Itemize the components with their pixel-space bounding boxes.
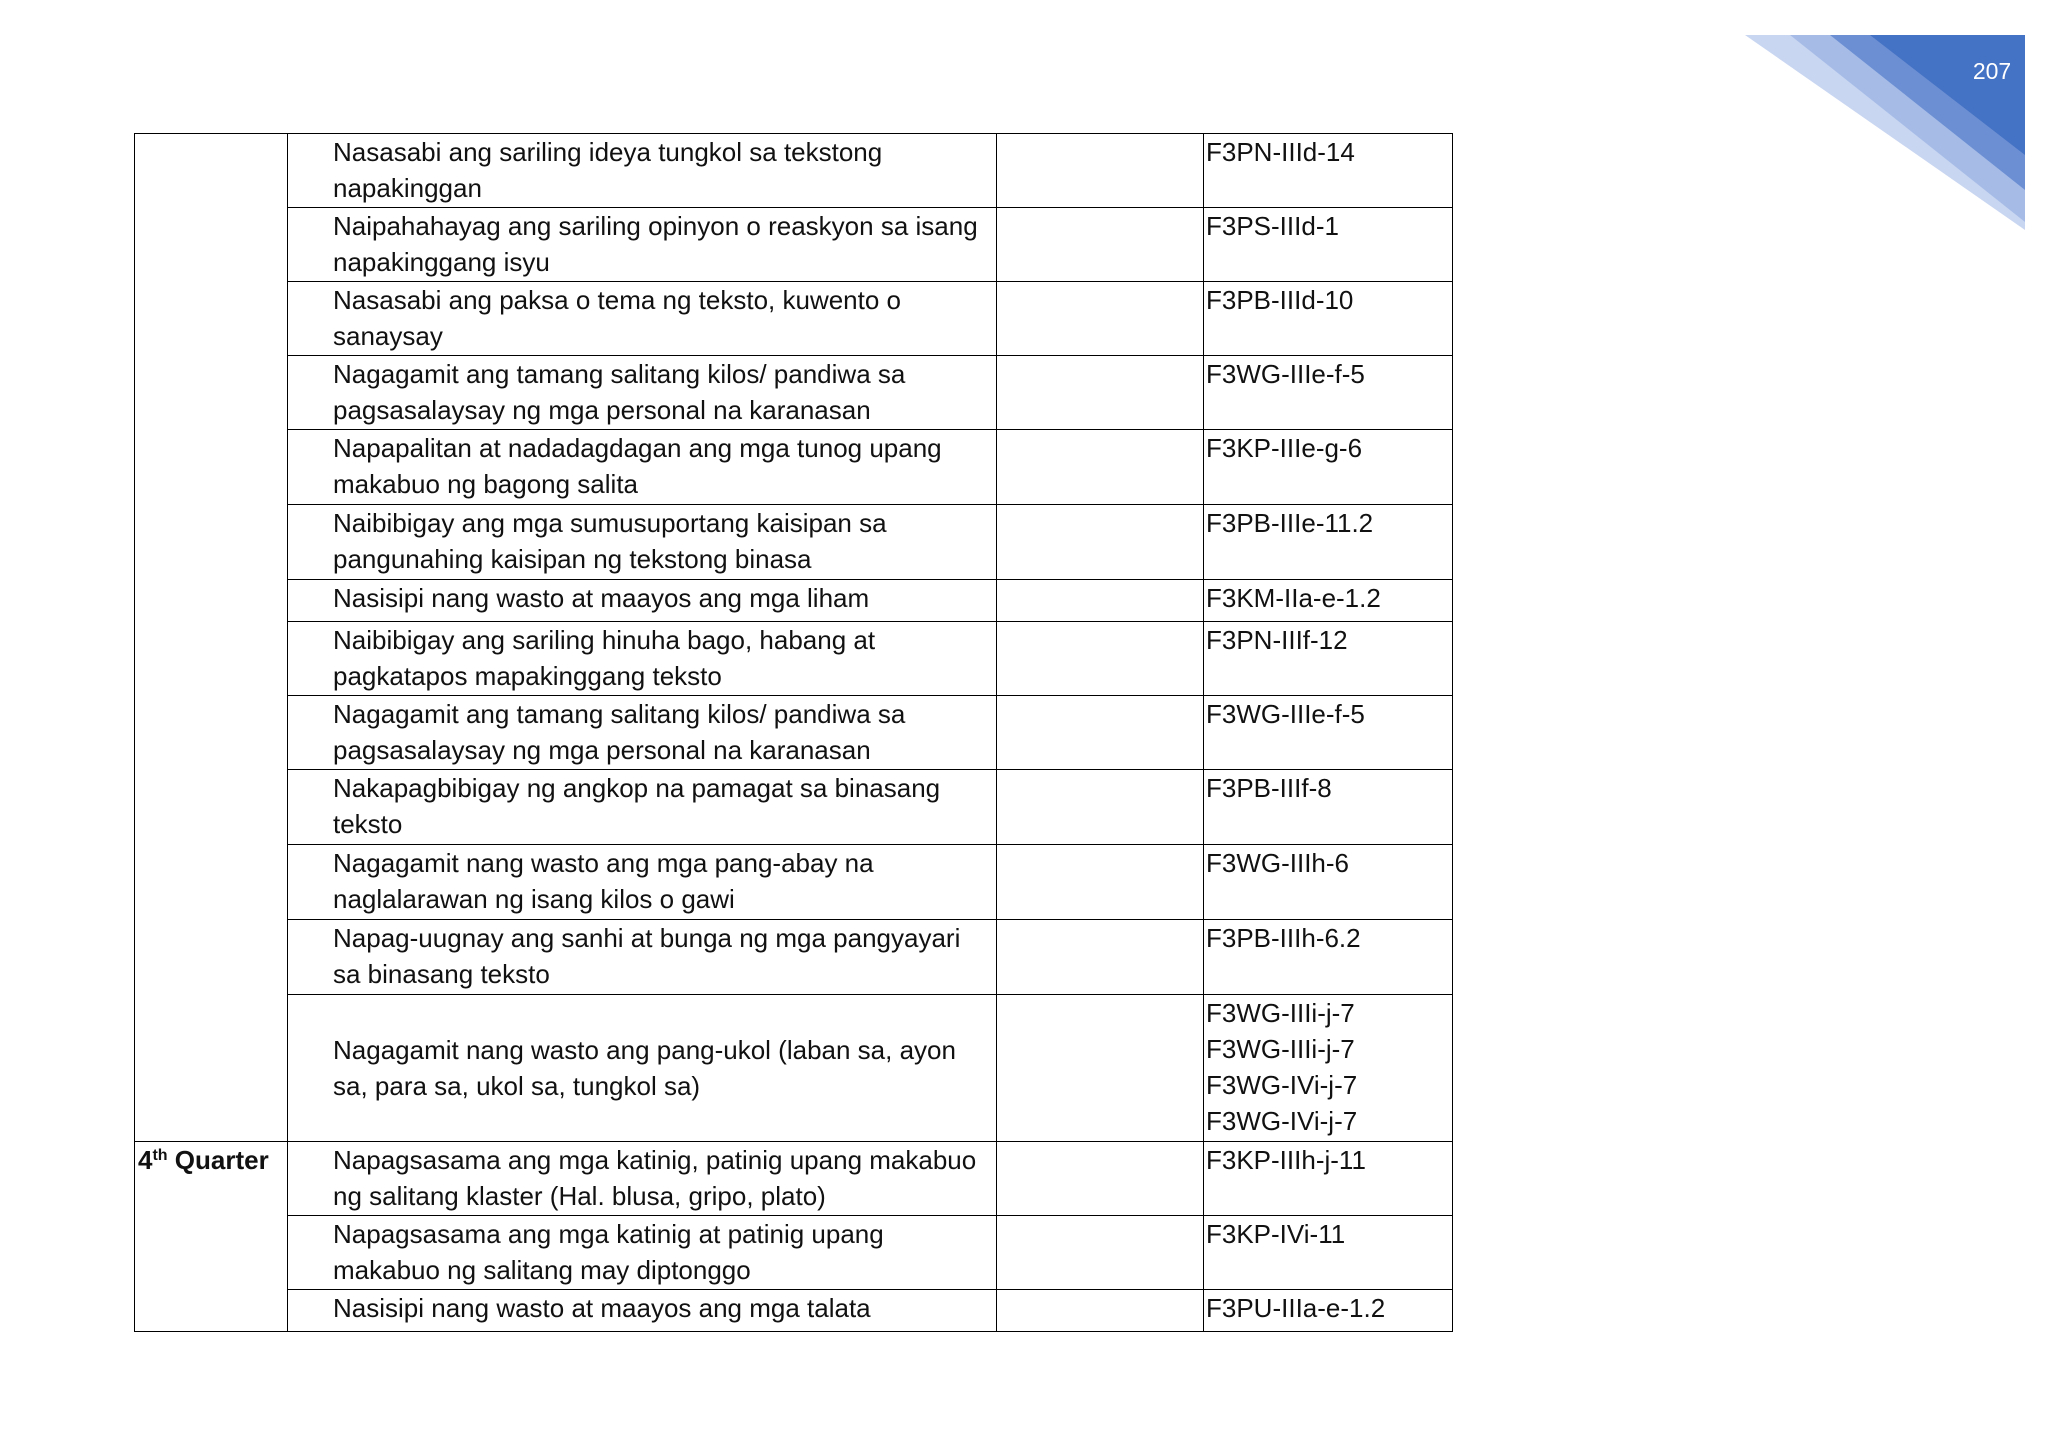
- blank-cell: [997, 1216, 1204, 1290]
- blank-cell: [997, 282, 1204, 356]
- blank-cell: [997, 696, 1204, 770]
- blank-cell: [997, 770, 1204, 845]
- table-row: [135, 1142, 1453, 1216]
- table-row: [135, 622, 1453, 696]
- table-row: [135, 356, 1453, 430]
- blank-cell: [997, 134, 1204, 208]
- code-cell: [1204, 505, 1453, 580]
- code-cell: [1204, 1142, 1453, 1216]
- table-row: [135, 208, 1453, 282]
- learning-code: F3WG-IVi-j-7: [1206, 1070, 1358, 1100]
- learning-code: F3KM-IIa-e-1.2: [1206, 583, 1381, 613]
- table-row: [135, 770, 1453, 845]
- quarter-number: 4: [138, 1145, 153, 1175]
- competency-cell: Napag-uugnay ang sanhi at bunga ng mga pangyayari sa binasang teksto: [288, 920, 997, 995]
- learning-code: F3KP-IIIh-j-11: [1206, 1145, 1366, 1175]
- blank-cell: [997, 430, 1204, 505]
- table-row: [135, 1216, 1453, 1290]
- quarter-ordinal-suffix: th: [152, 1147, 168, 1164]
- competency-cell: Nasasabi ang paksa o tema ng teksto, kuwento o sanaysay: [288, 282, 997, 356]
- learning-code: F3PB-IIIe-11.2: [1206, 508, 1374, 538]
- learning-code: F3WG-IIIi-j-7: [1206, 998, 1355, 1028]
- code-cell: [1204, 770, 1453, 845]
- quarter-label: [135, 1142, 288, 1332]
- competency-cell: Nagagamit ang tamang salitang kilos/ pandiwa sa pagsasalaysay ng mga personal na karanasan: [288, 356, 997, 430]
- table-row: [135, 696, 1453, 770]
- blank-cell: [997, 1290, 1204, 1332]
- page-number: 207: [1972, 58, 2012, 84]
- learning-code: F3WG-IVi-j-7: [1206, 1106, 1358, 1136]
- competency-cell: Nakapagbibigay ng angkop na pamagat sa binasang teksto: [288, 770, 997, 845]
- competency-table: [134, 133, 1453, 1332]
- table-row: [135, 134, 1453, 208]
- competency-cell: Nasisipi nang wasto at maayos ang mga talata: [288, 1290, 997, 1332]
- table-row: [135, 505, 1453, 580]
- learning-code: F3PB-IIIf-8: [1206, 773, 1332, 803]
- code-cell: [1204, 282, 1453, 356]
- code-cell: [1204, 845, 1453, 920]
- quarter-word: Quarter: [167, 1145, 269, 1175]
- blank-cell: [997, 920, 1204, 995]
- competency-cell: Naibibigay ang sariling hinuha bago, habang at pagkatapos mapakinggang teksto: [288, 622, 997, 696]
- learning-code: F3WG-IIIe-f-5: [1206, 359, 1365, 389]
- blank-cell: [997, 208, 1204, 282]
- competency-cell: Naibibigay ang mga sumusuportang kaisipan sa pangunahing kaisipan ng tekstong binasa: [288, 505, 997, 580]
- table-row: [135, 845, 1453, 920]
- table-row: [135, 430, 1453, 505]
- blank-cell: [997, 505, 1204, 580]
- blank-cell: [997, 622, 1204, 696]
- table-row: [135, 920, 1453, 995]
- competency-cell: Nagagamit ang tamang salitang kilos/ pandiwa sa pagsasalaysay ng mga personal na karanasan: [288, 696, 997, 770]
- code-cell: [1204, 920, 1453, 995]
- table-row: [135, 580, 1453, 622]
- competency-cell: Napagsasama ang mga katinig at patinig upang makabuo ng salitang may diptonggo: [288, 1216, 997, 1290]
- blank-cell: [997, 995, 1204, 1142]
- learning-code: F3PN-IIId-14: [1206, 137, 1355, 167]
- learning-code: F3KP-IIIe-g-6: [1206, 433, 1363, 463]
- code-cell: [1204, 1216, 1453, 1290]
- competency-cell: Napagsasama ang mga katinig, patinig upang makabuo ng salitang klaster (Hal. blusa, gripo, plato): [288, 1142, 997, 1216]
- blank-cell: [997, 580, 1204, 622]
- table-row: [135, 282, 1453, 356]
- competency-cell: Nasasabi ang sariling ideya tungkol sa tekstong napakinggan: [288, 134, 997, 208]
- competency-cell: Nasisipi nang wasto at maayos ang mga liham: [288, 580, 997, 622]
- code-cell: [1204, 696, 1453, 770]
- learning-code: F3WG-IIIi-j-7: [1206, 1034, 1355, 1064]
- code-cell: [1204, 995, 1453, 1142]
- competency-cell: Napapalitan at nadadagdagan ang mga tunog upang makabuo ng bagong salita: [288, 430, 997, 505]
- blank-cell: [997, 1142, 1204, 1216]
- learning-code: F3KP-IVi-11: [1206, 1219, 1346, 1249]
- learning-code: F3PB-IIIh-6.2: [1206, 923, 1361, 953]
- code-cell: [1204, 208, 1453, 282]
- learning-code: F3PN-IIIf-12: [1206, 625, 1348, 655]
- competency-cell: Naipahahayag ang sariling opinyon o reaskyon sa isang napakinggang isyu: [288, 208, 997, 282]
- code-cell: [1204, 430, 1453, 505]
- code-cell: [1204, 622, 1453, 696]
- blank-cell: [997, 356, 1204, 430]
- code-cell: [1204, 356, 1453, 430]
- learning-code: F3WG-IIIh-6: [1206, 848, 1350, 878]
- learning-code: F3PB-IIId-10: [1206, 285, 1354, 315]
- competency-cell: Nagagamit nang wasto ang pang-ukol (laban sa, ayon sa, para sa, ukol sa, tungkol sa): [288, 995, 997, 1142]
- table-row: [135, 995, 1453, 1142]
- code-cell: [1204, 1290, 1453, 1332]
- learning-code: F3PS-IIId-1: [1206, 211, 1339, 241]
- competency-cell: Nagagamit nang wasto ang mga pang-abay na naglalarawan ng isang kilos o gawi: [288, 845, 997, 920]
- learning-code: F3WG-IIIe-f-5: [1206, 699, 1365, 729]
- table-row: [135, 1290, 1453, 1332]
- code-cell: [1204, 134, 1453, 208]
- quarter-cell-empty: [135, 134, 288, 1142]
- blank-cell: [997, 845, 1204, 920]
- learning-code: F3PU-IIIa-e-1.2: [1206, 1293, 1386, 1323]
- code-cell: [1204, 580, 1453, 622]
